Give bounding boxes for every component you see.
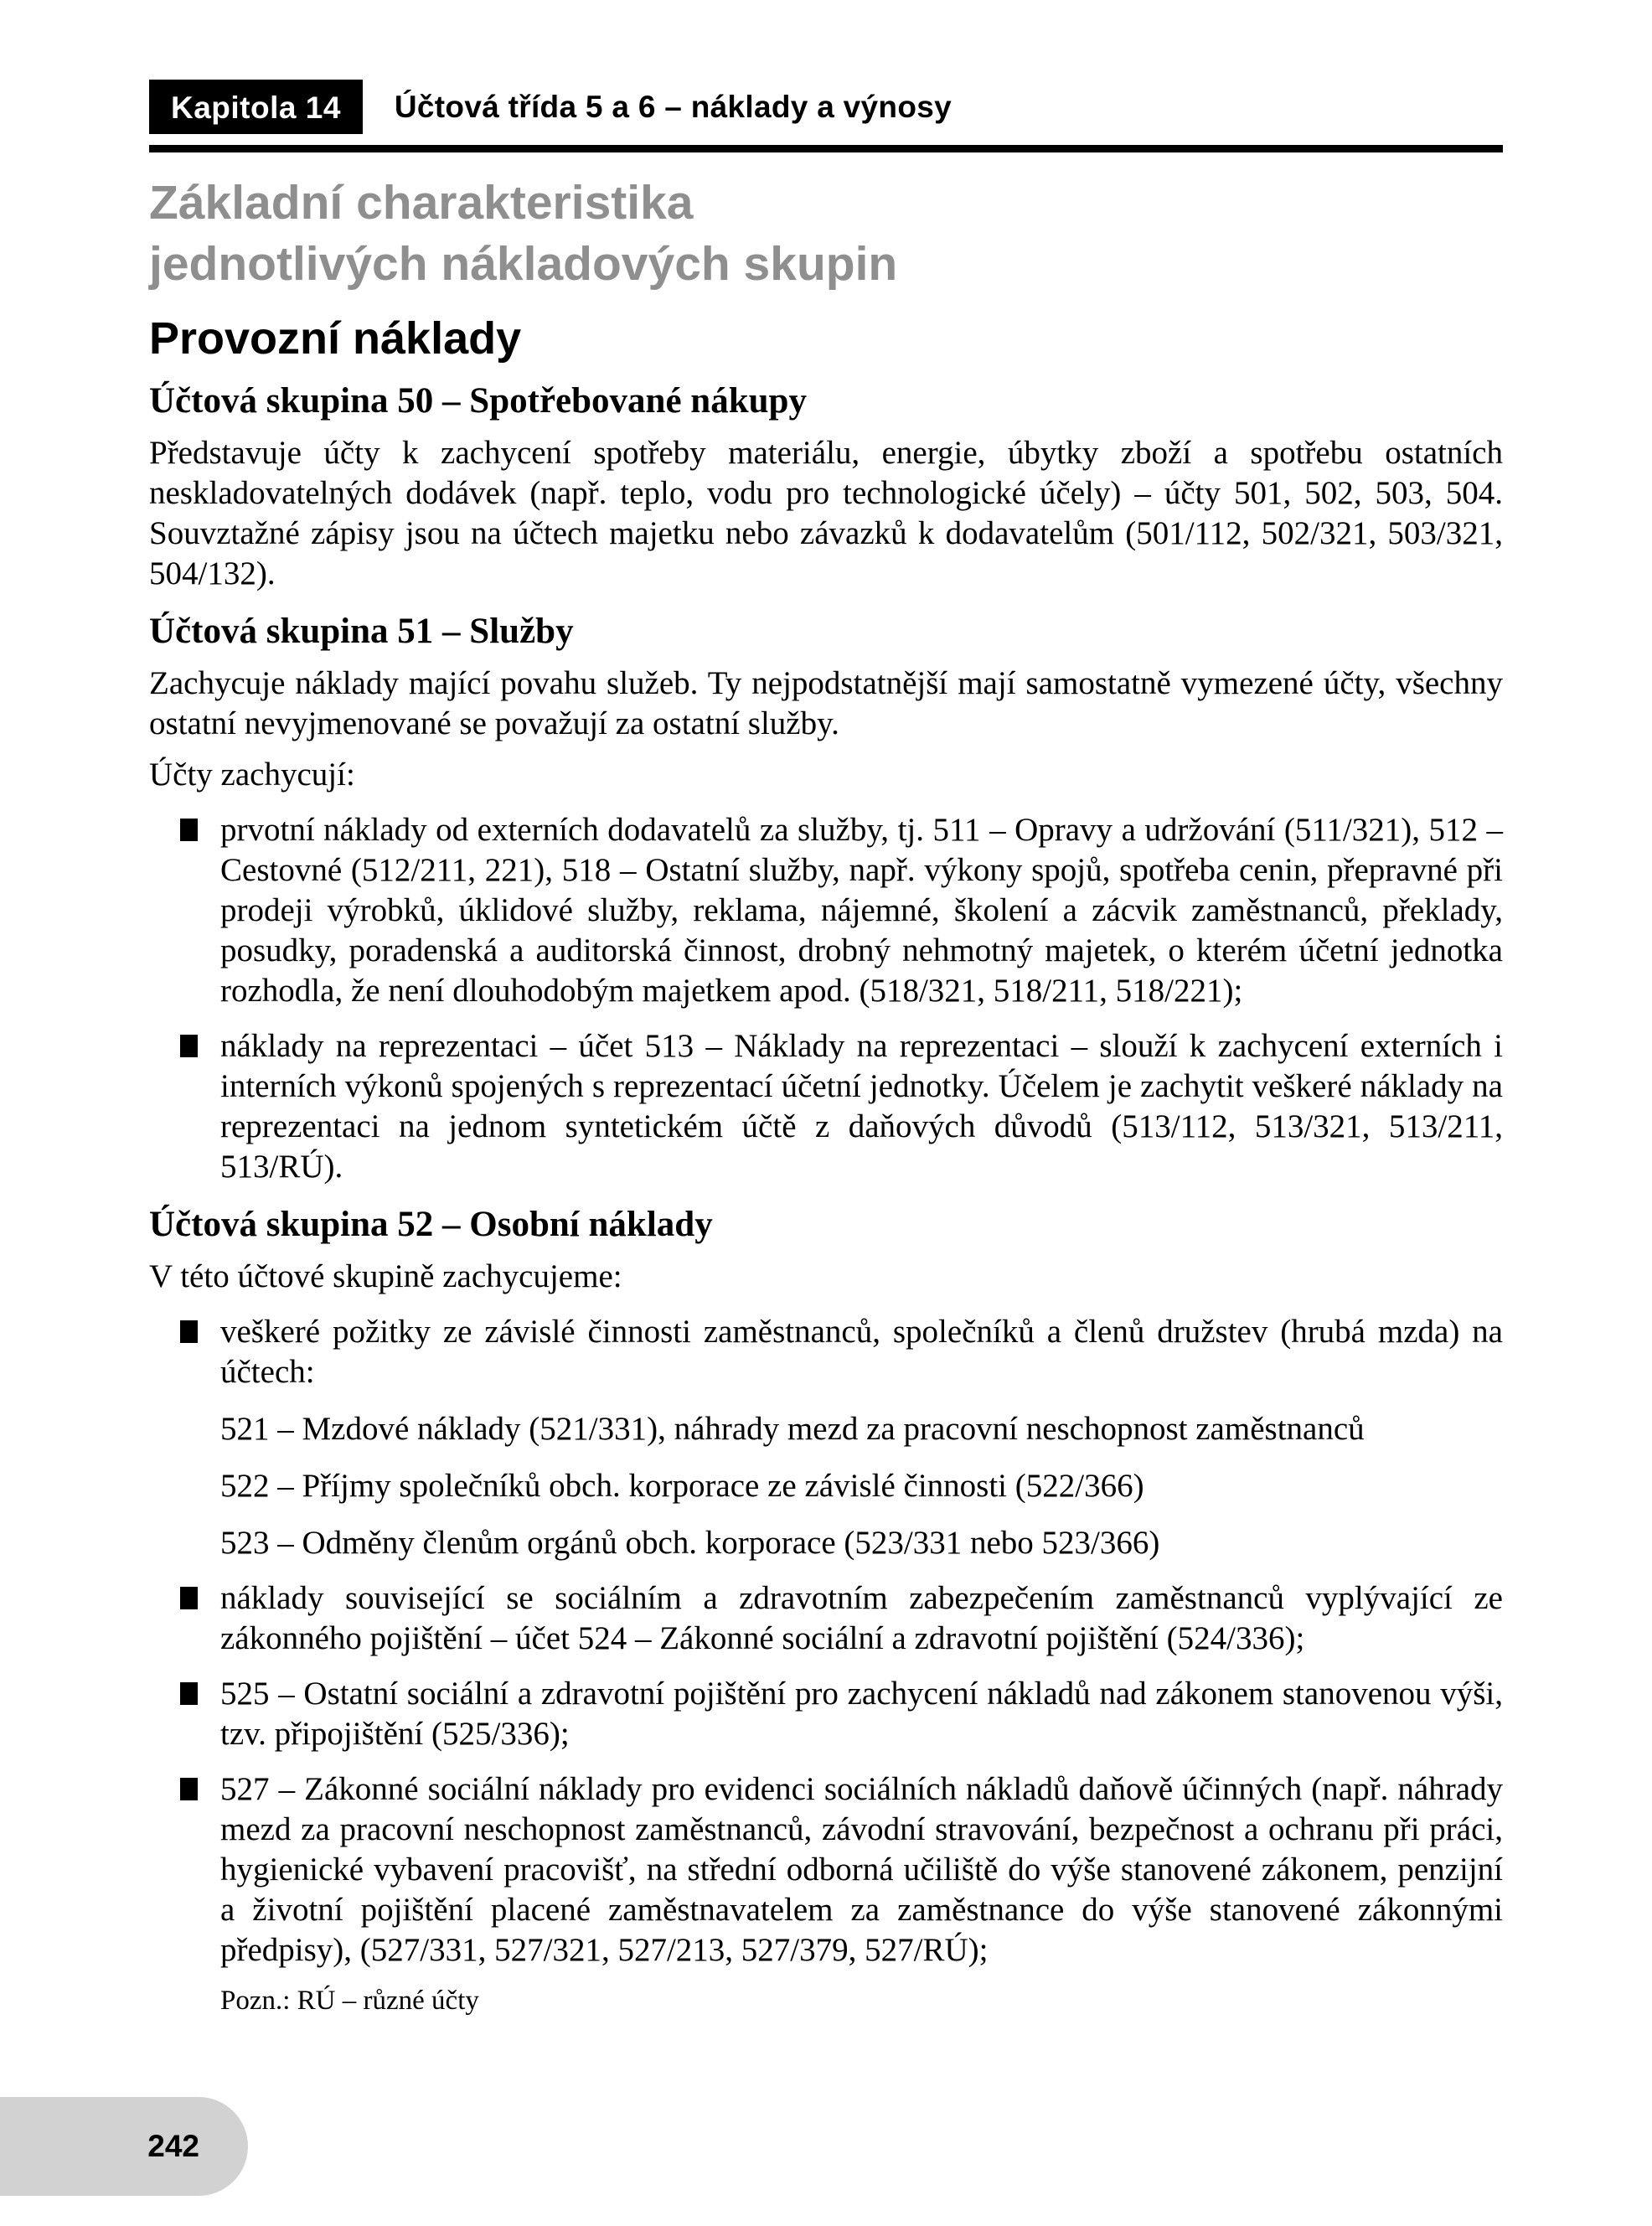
list-item (180, 1312, 1503, 1392)
group-51-paragraph: Zachycuje náklady mající povahu služeb. Ty nejpodstatnější mají samostatně vymezené účty, všechny ostatní nevyjmenované se považují za ostatní služby. (149, 665, 1503, 741)
list-item-text: náklady na reprezentaci – účet 513 – Náklady na reprezentaci – slouží k zachycení externích i interních výkonů spojených s reprezentací účetní jednotky. Účelem je zachytit veškeré náklady na reprezentaci na jednom syntetickém účtě z daňových důvodů (513/112, 513/321, 513/211, 513/RÚ). (220, 1028, 1503, 1185)
group-52-intro: V této účtové skupině zachycujeme: (149, 1258, 622, 1294)
square-bullet-icon (180, 1035, 198, 1057)
group-51-heading: Účtová skupina 51 – Služby (149, 612, 574, 651)
doc-title-line1: Základní charakteristika (149, 176, 694, 230)
square-bullet-icon (180, 1778, 198, 1800)
list-item (180, 1769, 1503, 1970)
list-item-text: náklady související se sociálním a zdravotním zabezpečením zaměstnanců vyplývající ze zákonného pojištění – účet 524 – Zákonné sociální a zdravotní pojištění (524/336); (220, 1580, 1503, 1656)
chapter-badge (149, 80, 363, 134)
group-50-paragraph: Představuje účty k zachycení spotřeby materiálu, energie, úbytky zboží a spotřebu ostatních neskladovatelných dodávek (např. teplo, vodu pro technologické účely) – účty 501, 502, 503, 504. Souvztažné zápisy jsou na účtech majetku nebo závazků k dodavatelům (501/112, 502/321, 503/321, 504/132). (149, 435, 1503, 591)
page-number: 242 (147, 2129, 199, 2163)
square-bullet-icon (180, 1682, 198, 1705)
page-number-pill (0, 2097, 248, 2196)
list-item (180, 810, 1503, 1011)
page-header (149, 80, 1503, 152)
chapter-label: Kapitola 14 (171, 90, 341, 125)
group-51-intro: Účty zachycují: (149, 757, 355, 793)
list-item (180, 1578, 1503, 1659)
footnote: Pozn.: RÚ – různé účty (220, 1986, 479, 2016)
subitem-522: 522 – Příjmy společníků obch. korporace ze závislé činnosti (522/366) (220, 1468, 1144, 1504)
group-52-heading: Účtová skupina 52 – Osobní náklady (149, 1205, 713, 1244)
square-bullet-icon (180, 1320, 198, 1343)
list-item-text: veškeré požitky ze závislé činnosti zaměstnanců, společníků a členů družstev (hrubá mzda) na účtech: (220, 1314, 1503, 1390)
group-50-heading: Účtová skupina 50 – Spotřebované nákupy (149, 381, 807, 421)
doc-title (149, 173, 1503, 295)
subitem-521: 521 – Mzdové náklady (521/331), náhrady mezd za pracovní neschopnost zaměstnanců (220, 1411, 1365, 1447)
list-item (180, 1026, 1503, 1187)
list-item (180, 1674, 1503, 1754)
list-item-text: 527 – Zákonné sociální náklady pro evidenci sociálních nákladů daňově účinných (např. náhrady mezd za pracovní neschopnost zaměstnanců, závodní stravování, bezpečnost a ochranu při práci, hygienické vybavení pracovišť, na střední odborná učiliště do výše stanovené zákonem, penzijní a životní pojištění placené zaměstnavatelem za zaměstnance do výše stanovené zákonnými předpisy), (527/331, 527/321, 527/213, 527/379, 527/RÚ); (220, 1771, 1503, 1968)
square-bullet-icon (180, 819, 198, 841)
chapter-row (149, 80, 1503, 134)
doc-title-line2: jednotlivých nákladových skupin (149, 237, 898, 291)
square-bullet-icon (180, 1587, 198, 1609)
subitem-523: 523 – Odměny členům orgánů obch. korporace (523/331 nebo 523/366) (220, 1525, 1160, 1561)
page-content (149, 173, 1503, 2017)
list-item-text: 525 – Ostatní sociální a zdravotní pojištění pro zachycení nákladů nad zákonem stanovenou výši, tzv. připojištění (525/336); (220, 1676, 1503, 1752)
list-item-text: prvotní náklady od externích dodavatelů za služby, tj. 511 – Opravy a udržování (511/321), 512 – Cestovné (512/211, 221), 518 – Ostatní služby, např. výkony spojů, spotřeba cenin, přepravné při prodeji výrobků, úklidové služby, reklama, nájemné, školení a zácvik zaměstnanců, překlady, posudky, poradenská a auditorská činnost, drobný nehmotný majetek, o kterém účetní jednotka rozhodla, že není dlouhodobým majetkem apod. (518/321, 518/211, 518/221); (220, 812, 1503, 1009)
chapter-title: Účtová třída 5 a 6 – náklady a výnosy (394, 89, 952, 124)
header-rule (149, 145, 1503, 152)
section-heading-provozni-naklady: Provozní náklady (149, 313, 522, 364)
